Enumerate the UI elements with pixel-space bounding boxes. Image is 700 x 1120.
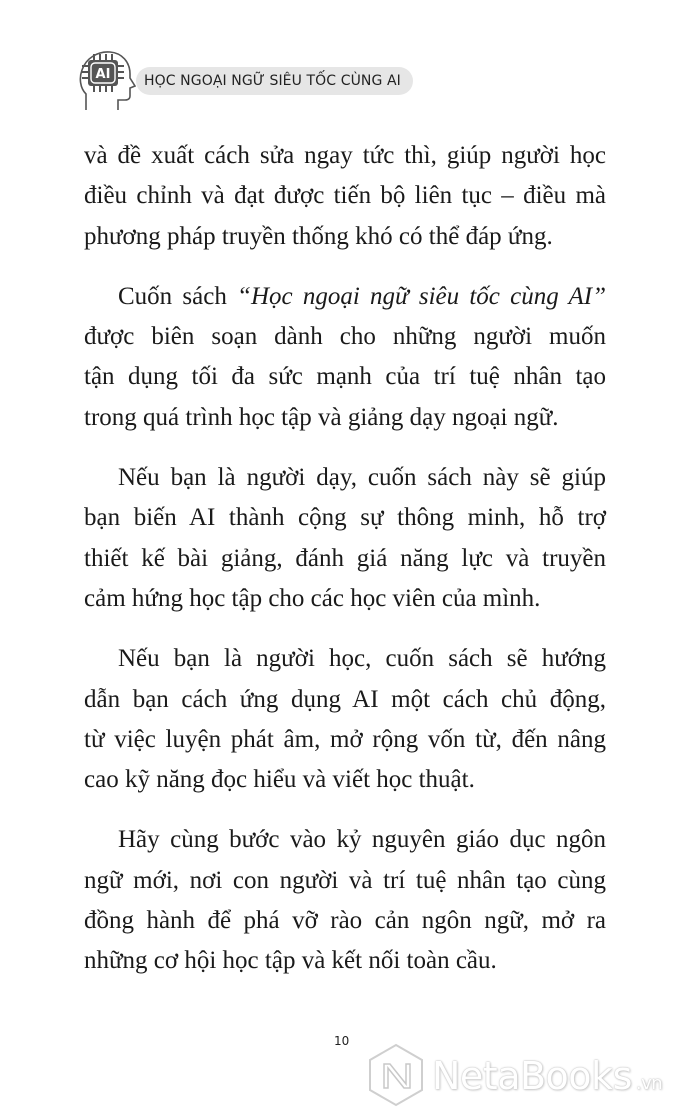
ai-head-chip-icon [78,48,136,112]
page-number: 10 [334,1034,350,1048]
text-fragment: Cuốn sách [118,282,238,310]
paragraph-1 [84,136,606,257]
watermark [362,1040,692,1110]
text-line: những cơ hội học tập và kết nối toàn cầu. [84,947,497,975]
paragraph-4 [84,639,606,800]
text-line: Hãy cùng bước vào kỷ nguyên giáo dục ngôn [118,826,606,854]
paragraph-2 [84,277,606,438]
text-line: đồng hành để phá vỡ rào cản ngôn ngữ, mở ra [84,907,606,935]
text-line: được biên soạn dành cho những người muốn [84,323,606,351]
text-line: thiết kế bài giảng, đánh giá năng lực và truyền [84,544,606,572]
text-line: phương pháp truyền thống khó có thể đáp ứng. [84,222,553,250]
running-header [78,48,418,112]
text-line: dẫn bạn cách ứng dụng AI một cách chủ động, [84,685,606,713]
paragraph-3 [84,458,606,619]
watermark-brand [432,1054,662,1098]
text-line: bạn biến AI thành cộng sự thông minh, hỗ trợ [84,504,606,532]
text-line: ngữ mới, nơi con người và trí tuệ nhân tạo cùng [84,866,606,894]
text-line: điều chỉnh và đạt được tiến bộ liên tục – điều mà [84,182,606,210]
text-line: cao kỹ năng đọc hiểu và viết học thuật. [84,766,475,794]
book-title-italic: “Học ngoại ngữ siêu tốc cùng AI” [237,282,606,310]
page-body [84,136,606,1002]
text-line [84,277,606,317]
header-title: HỌC NGOẠI NGỮ SIÊU TỐC CÙNG AI [136,67,413,95]
paragraph-5 [84,820,606,981]
text-line: Nếu bạn là người học, cuốn sách sẽ hướng [118,645,606,673]
watermark-tld: .vn [635,1073,663,1094]
text-line: từ việc luyện phát âm, mở rộng vốn từ, đến nâng [84,725,606,753]
text-line: Nếu bạn là người dạy, cuốn sách này sẽ giúp [118,464,606,492]
text-line: và đề xuất cách sửa ngay tức thì, giúp người học [84,142,606,169]
text-line: cảm hứng học tập cho các học viên của mình. [84,584,541,612]
watermark-brand-name: NetaBooks [432,1054,632,1098]
svg-text:AI: AI [95,67,111,82]
text-line: trong quá trình học tập và giảng dạy ngoại ngữ. [84,403,559,431]
text-line: tận dụng tối đa sức mạnh của trí tuệ nhân tạo [84,363,606,391]
netabooks-logo-icon [366,1042,426,1108]
